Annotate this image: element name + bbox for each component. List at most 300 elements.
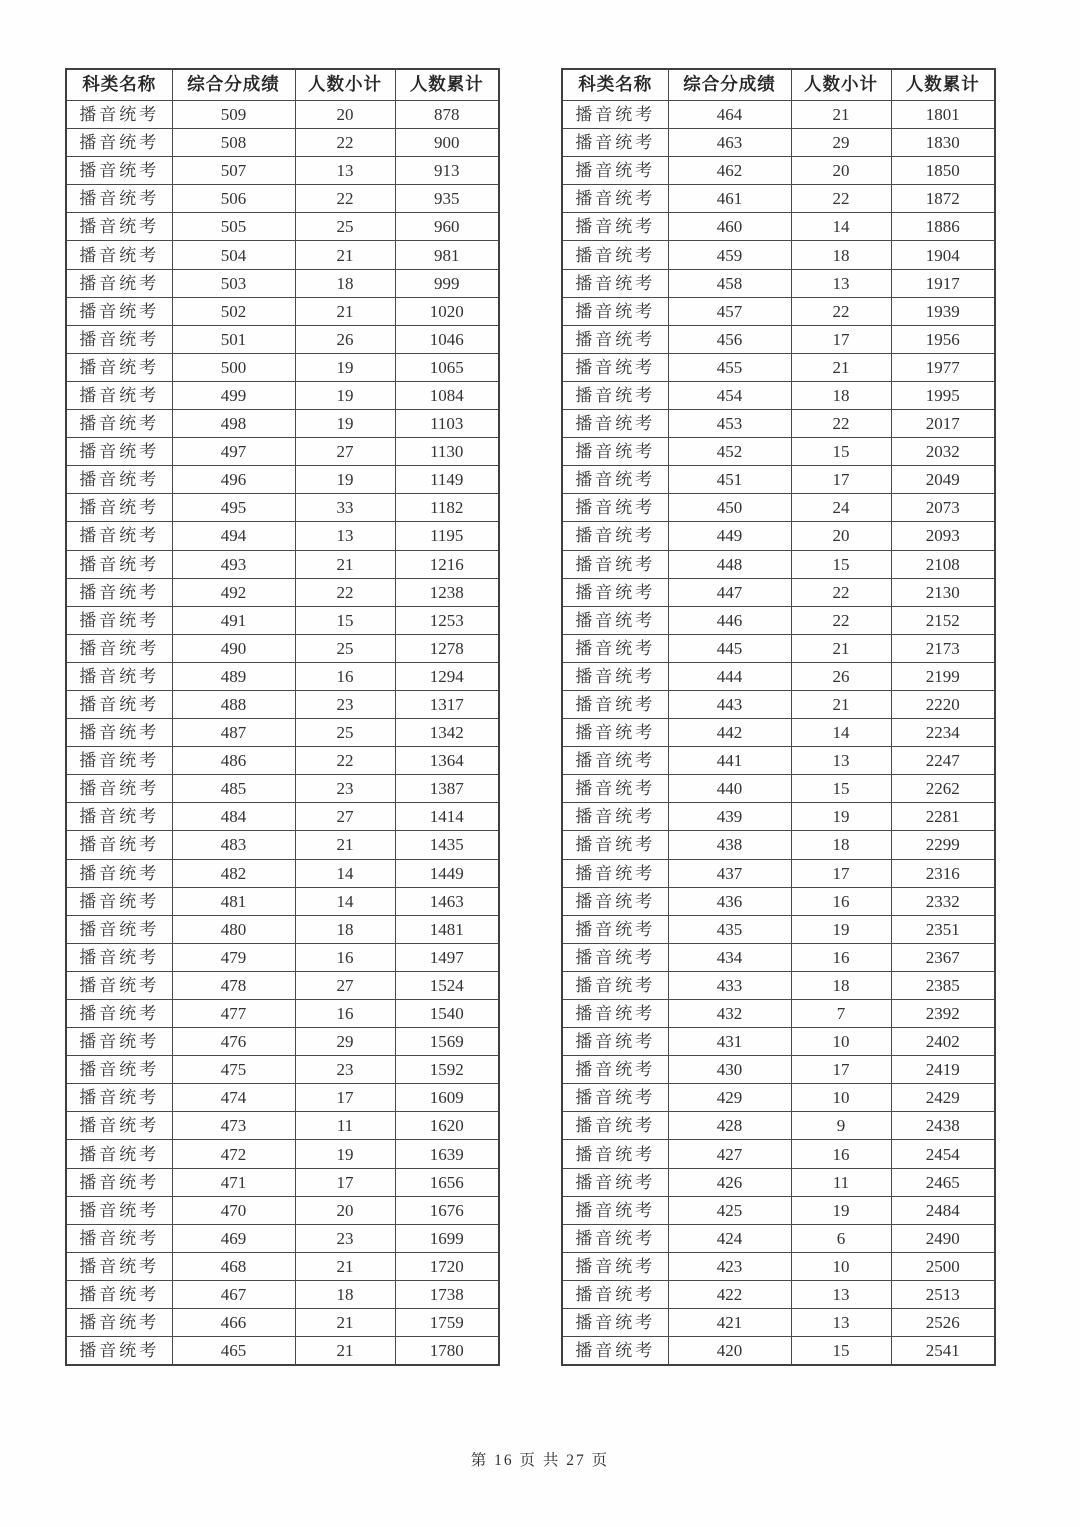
table-cell: 454 (668, 381, 791, 409)
table-cell: 2526 (891, 1309, 995, 1337)
column-header: 科类名称 (66, 69, 172, 101)
table-row (562, 1112, 995, 1140)
table-cell: 播音统考 (562, 1224, 668, 1252)
table-cell: 播音统考 (562, 1337, 668, 1366)
table-cell: 播音统考 (562, 1280, 668, 1308)
table-cell: 播音统考 (562, 662, 668, 690)
table-cell: 播音统考 (66, 606, 172, 634)
table-row (66, 690, 499, 718)
table-cell: 16 (791, 1140, 891, 1168)
table-cell: 18 (791, 381, 891, 409)
table-cell: 2402 (891, 1028, 995, 1056)
table-cell: 981 (395, 241, 499, 269)
table-cell: 17 (791, 466, 891, 494)
table-cell: 17 (295, 1084, 395, 1112)
table-cell: 442 (668, 719, 791, 747)
table-row (66, 1280, 499, 1308)
table-cell: 489 (172, 662, 295, 690)
table-cell: 2032 (891, 438, 995, 466)
table-row (562, 747, 995, 775)
table-cell: 437 (668, 859, 791, 887)
table-cell: 422 (668, 1280, 791, 1308)
table-cell: 494 (172, 522, 295, 550)
page-footer: 第 16 页 共 27 页 (470, 1452, 610, 1469)
table-cell: 22 (791, 297, 891, 325)
table-cell: 470 (172, 1196, 295, 1224)
table-cell: 2332 (891, 887, 995, 915)
table-cell: 播音统考 (66, 943, 172, 971)
table-cell: 15 (791, 1337, 891, 1366)
table-cell: 16 (295, 943, 395, 971)
table-cell: 424 (668, 1224, 791, 1252)
table-cell: 播音统考 (562, 466, 668, 494)
table-cell: 495 (172, 494, 295, 522)
table-cell: 26 (295, 325, 395, 353)
column-header: 综合分成绩 (172, 69, 295, 101)
table-cell: 1977 (891, 353, 995, 381)
table-cell: 480 (172, 915, 295, 943)
table-row (562, 157, 995, 185)
table-cell: 1463 (395, 887, 499, 915)
table-cell: 1886 (891, 213, 995, 241)
table-cell: 播音统考 (562, 494, 668, 522)
table-cell: 428 (668, 1112, 791, 1140)
table-cell: 23 (295, 1056, 395, 1084)
table-cell: 1084 (395, 381, 499, 409)
table-cell: 10 (791, 1252, 891, 1280)
table-row (66, 1337, 499, 1366)
table-cell: 19 (295, 1140, 395, 1168)
table-cell: 播音统考 (562, 1028, 668, 1056)
table-cell: 432 (668, 1000, 791, 1028)
table-cell: 播音统考 (66, 1196, 172, 1224)
table-cell: 22 (791, 410, 891, 438)
table-cell: 播音统考 (562, 634, 668, 662)
table-cell: 1830 (891, 129, 995, 157)
table-cell: 播音统考 (66, 747, 172, 775)
table-cell: 播音统考 (562, 185, 668, 213)
table-cell: 420 (668, 1337, 791, 1366)
table-cell: 播音统考 (66, 438, 172, 466)
table-cell: 22 (791, 578, 891, 606)
table-cell: 播音统考 (66, 157, 172, 185)
table-cell: 22 (295, 578, 395, 606)
table-cell: 播音统考 (66, 831, 172, 859)
table-row (66, 241, 499, 269)
table-cell: 452 (668, 438, 791, 466)
table-cell: 18 (295, 1280, 395, 1308)
table-cell: 472 (172, 1140, 295, 1168)
table-cell: 425 (668, 1196, 791, 1224)
table-row (66, 1140, 499, 1168)
table-cell: 435 (668, 915, 791, 943)
table-cell: 2541 (891, 1337, 995, 1366)
table-row (562, 662, 995, 690)
table-cell: 462 (668, 157, 791, 185)
table-row (66, 325, 499, 353)
table-cell: 1435 (395, 831, 499, 859)
table-cell: 17 (791, 1056, 891, 1084)
table-cell: 2465 (891, 1168, 995, 1196)
table-cell: 21 (791, 353, 891, 381)
table-cell: 23 (295, 1224, 395, 1252)
table-cell: 播音统考 (562, 353, 668, 381)
table-row (562, 578, 995, 606)
table-cell: 1720 (395, 1252, 499, 1280)
table-cell: 1294 (395, 662, 499, 690)
table-cell: 464 (668, 101, 791, 129)
table-row (66, 662, 499, 690)
table-cell: 1342 (395, 719, 499, 747)
table-cell: 443 (668, 690, 791, 718)
table-row (562, 1056, 995, 1084)
table-cell: 438 (668, 831, 791, 859)
table-cell: 2299 (891, 831, 995, 859)
table-cell: 484 (172, 803, 295, 831)
table-cell: 播音统考 (562, 831, 668, 859)
table-cell: 481 (172, 887, 295, 915)
table-cell: 1801 (891, 101, 995, 129)
table-row (562, 325, 995, 353)
table-cell: 1738 (395, 1280, 499, 1308)
table-cell: 2073 (891, 494, 995, 522)
table-cell: 播音统考 (562, 775, 668, 803)
table-row (562, 1028, 995, 1056)
table-row (66, 1112, 499, 1140)
table-cell: 播音统考 (562, 325, 668, 353)
table-row (66, 1168, 499, 1196)
table-cell: 1065 (395, 353, 499, 381)
table-cell: 1449 (395, 859, 499, 887)
table-cell: 21 (295, 550, 395, 578)
table-cell: 播音统考 (562, 213, 668, 241)
table-cell: 20 (791, 157, 891, 185)
table-row (562, 185, 995, 213)
table-cell: 播音统考 (66, 269, 172, 297)
table-cell: 播音统考 (562, 887, 668, 915)
table-cell: 1639 (395, 1140, 499, 1168)
table-cell: 466 (172, 1309, 295, 1337)
table-cell: 播音统考 (562, 859, 668, 887)
table-cell: 1780 (395, 1337, 499, 1366)
table-cell: 播音统考 (562, 803, 668, 831)
column-header: 人数小计 (295, 69, 395, 101)
table-row (66, 1028, 499, 1056)
table-cell: 播音统考 (66, 101, 172, 129)
table-cell: 456 (668, 325, 791, 353)
table-row (66, 269, 499, 297)
table-row (562, 101, 995, 129)
table-cell: 11 (295, 1112, 395, 1140)
table-cell: 21 (295, 1309, 395, 1337)
table-cell: 453 (668, 410, 791, 438)
table-cell: 2490 (891, 1224, 995, 1252)
table-cell: 475 (172, 1056, 295, 1084)
table-cell: 播音统考 (66, 1056, 172, 1084)
table-cell: 493 (172, 550, 295, 578)
table-cell: 2093 (891, 522, 995, 550)
table-cell: 2454 (891, 1140, 995, 1168)
table-cell: 22 (295, 185, 395, 213)
table-row (66, 550, 499, 578)
table-cell: 1497 (395, 943, 499, 971)
table-cell: 17 (791, 859, 891, 887)
table-cell: 播音统考 (562, 1168, 668, 1196)
table-cell: 22 (295, 747, 395, 775)
table-row (562, 803, 995, 831)
table-cell: 999 (395, 269, 499, 297)
table-cell: 19 (791, 915, 891, 943)
table-header-row (562, 69, 995, 101)
table-cell: 14 (791, 719, 891, 747)
table-cell: 播音统考 (66, 410, 172, 438)
table-row (66, 381, 499, 409)
table-cell: 429 (668, 1084, 791, 1112)
table-cell: 2234 (891, 719, 995, 747)
table-cell: 播音统考 (66, 719, 172, 747)
table-cell: 21 (791, 634, 891, 662)
table-cell: 474 (172, 1084, 295, 1112)
table-cell: 14 (791, 213, 891, 241)
table-cell: 15 (791, 775, 891, 803)
table-cell: 播音统考 (66, 1112, 172, 1140)
table-cell: 7 (791, 1000, 891, 1028)
table-cell: 播音统考 (562, 971, 668, 999)
table-cell: 18 (295, 915, 395, 943)
table-row (66, 887, 499, 915)
table-row (562, 1084, 995, 1112)
table-cell: 878 (395, 101, 499, 129)
table-cell: 499 (172, 381, 295, 409)
table-cell: 18 (791, 831, 891, 859)
table-cell: 2281 (891, 803, 995, 831)
table-cell: 1540 (395, 1000, 499, 1028)
table-row (66, 297, 499, 325)
table-cell: 1481 (395, 915, 499, 943)
table-cell: 1620 (395, 1112, 499, 1140)
table-cell: 469 (172, 1224, 295, 1252)
table-row (66, 578, 499, 606)
table-row (562, 550, 995, 578)
table-cell: 2220 (891, 690, 995, 718)
table-cell: 1317 (395, 690, 499, 718)
table-cell: 491 (172, 606, 295, 634)
table-cell: 13 (791, 1309, 891, 1337)
table-cell: 2247 (891, 747, 995, 775)
column-header: 科类名称 (562, 69, 668, 101)
table-cell: 13 (295, 157, 395, 185)
table-row (562, 297, 995, 325)
table-row (66, 494, 499, 522)
table-row (66, 1252, 499, 1280)
table-cell: 播音统考 (562, 578, 668, 606)
table-row (66, 943, 499, 971)
table-row (562, 522, 995, 550)
table-cell: 1995 (891, 381, 995, 409)
table-cell: 2017 (891, 410, 995, 438)
table-row (66, 971, 499, 999)
table-cell: 21 (295, 241, 395, 269)
table-cell: 29 (791, 129, 891, 157)
table-cell: 1872 (891, 185, 995, 213)
table-cell: 467 (172, 1280, 295, 1308)
table-cell: 2049 (891, 466, 995, 494)
table-cell: 播音统考 (562, 1000, 668, 1028)
table-row (562, 690, 995, 718)
table-cell: 播音统考 (562, 606, 668, 634)
table-row (66, 1056, 499, 1084)
table-cell: 19 (791, 803, 891, 831)
table-cell: 509 (172, 101, 295, 129)
column-header: 综合分成绩 (668, 69, 791, 101)
table-cell: 1569 (395, 1028, 499, 1056)
column-header: 人数累计 (395, 69, 499, 101)
table-row (562, 1224, 995, 1252)
table-row (66, 831, 499, 859)
table-row (66, 1224, 499, 1252)
table-cell: 2351 (891, 915, 995, 943)
table-cell: 播音统考 (66, 213, 172, 241)
table-cell: 487 (172, 719, 295, 747)
column-header: 人数累计 (891, 69, 995, 101)
table-cell: 900 (395, 129, 499, 157)
table-cell: 播音统考 (562, 1084, 668, 1112)
table-cell: 播音统考 (562, 747, 668, 775)
table-row (562, 1196, 995, 1224)
table-cell: 2438 (891, 1112, 995, 1140)
table-row (562, 719, 995, 747)
table-cell: 473 (172, 1112, 295, 1140)
table-row (66, 522, 499, 550)
table-row (562, 1280, 995, 1308)
table-cell: 1850 (891, 157, 995, 185)
table-cell: 播音统考 (66, 1084, 172, 1112)
table-cell: 427 (668, 1140, 791, 1168)
table-cell: 447 (668, 578, 791, 606)
table-cell: 431 (668, 1028, 791, 1056)
table-row (66, 747, 499, 775)
table-cell: 1656 (395, 1168, 499, 1196)
table-cell: 504 (172, 241, 295, 269)
table-cell: 播音统考 (66, 859, 172, 887)
table-cell: 播音统考 (66, 381, 172, 409)
column-header: 人数小计 (791, 69, 891, 101)
table-cell: 2429 (891, 1084, 995, 1112)
table-cell: 播音统考 (66, 887, 172, 915)
table-cell: 16 (791, 943, 891, 971)
table-cell: 502 (172, 297, 295, 325)
table-cell: 1699 (395, 1224, 499, 1252)
table-row (562, 438, 995, 466)
table-cell: 461 (668, 185, 791, 213)
table-cell: 485 (172, 775, 295, 803)
table-row (562, 1309, 995, 1337)
table-cell: 505 (172, 213, 295, 241)
table-cell: 播音统考 (66, 1224, 172, 1252)
table-cell: 477 (172, 1000, 295, 1028)
table-cell: 16 (791, 887, 891, 915)
table-row (562, 410, 995, 438)
table-cell: 22 (295, 129, 395, 157)
table-cell: 497 (172, 438, 295, 466)
table-row (66, 803, 499, 831)
table-cell: 488 (172, 690, 295, 718)
table-cell: 25 (295, 634, 395, 662)
table-cell: 501 (172, 325, 295, 353)
table-cell: 1182 (395, 494, 499, 522)
table-cell: 433 (668, 971, 791, 999)
table-row (562, 269, 995, 297)
table-cell: 播音统考 (66, 241, 172, 269)
table-cell: 476 (172, 1028, 295, 1056)
table-cell: 播音统考 (562, 438, 668, 466)
table-row (562, 241, 995, 269)
table-cell: 16 (295, 1000, 395, 1028)
table-row (66, 1000, 499, 1028)
table-cell: 播音统考 (66, 578, 172, 606)
table-cell: 1216 (395, 550, 499, 578)
table-cell: 播音统考 (562, 297, 668, 325)
table-cell: 2262 (891, 775, 995, 803)
table-row (562, 213, 995, 241)
table-row (562, 1000, 995, 1028)
table-cell: 播音统考 (562, 1252, 668, 1280)
table-row (66, 213, 499, 241)
table-cell: 935 (395, 185, 499, 213)
table-cell: 498 (172, 410, 295, 438)
table-cell: 27 (295, 803, 395, 831)
table-cell: 1253 (395, 606, 499, 634)
table-cell: 1195 (395, 522, 499, 550)
table-cell: 1020 (395, 297, 499, 325)
table-cell: 播音统考 (562, 157, 668, 185)
table-cell: 播音统考 (66, 325, 172, 353)
table-row (562, 494, 995, 522)
table-cell: 21 (791, 101, 891, 129)
table-cell: 9 (791, 1112, 891, 1140)
table-cell: 21 (295, 831, 395, 859)
table-cell: 14 (295, 887, 395, 915)
table-cell: 434 (668, 943, 791, 971)
table-cell: 播音统考 (562, 690, 668, 718)
table-cell: 492 (172, 578, 295, 606)
table-cell: 18 (791, 241, 891, 269)
table-cell: 14 (295, 859, 395, 887)
table-cell: 10 (791, 1028, 891, 1056)
table-cell: 479 (172, 943, 295, 971)
table-row (562, 775, 995, 803)
table-cell: 25 (295, 213, 395, 241)
table-cell: 11 (791, 1168, 891, 1196)
table-row (66, 101, 499, 129)
table-cell: 13 (791, 1280, 891, 1308)
table-row (562, 887, 995, 915)
table-cell: 16 (295, 662, 395, 690)
table-cell: 503 (172, 269, 295, 297)
table-row (562, 1140, 995, 1168)
table-cell: 21 (295, 297, 395, 325)
table-cell: 1278 (395, 634, 499, 662)
table-cell: 426 (668, 1168, 791, 1196)
table-cell: 29 (295, 1028, 395, 1056)
table-cell: 播音统考 (66, 662, 172, 690)
table-cell: 播音统考 (562, 719, 668, 747)
table-cell: 459 (668, 241, 791, 269)
table-cell: 1130 (395, 438, 499, 466)
table-cell: 2484 (891, 1196, 995, 1224)
table-row (66, 719, 499, 747)
table-row (562, 1252, 995, 1280)
